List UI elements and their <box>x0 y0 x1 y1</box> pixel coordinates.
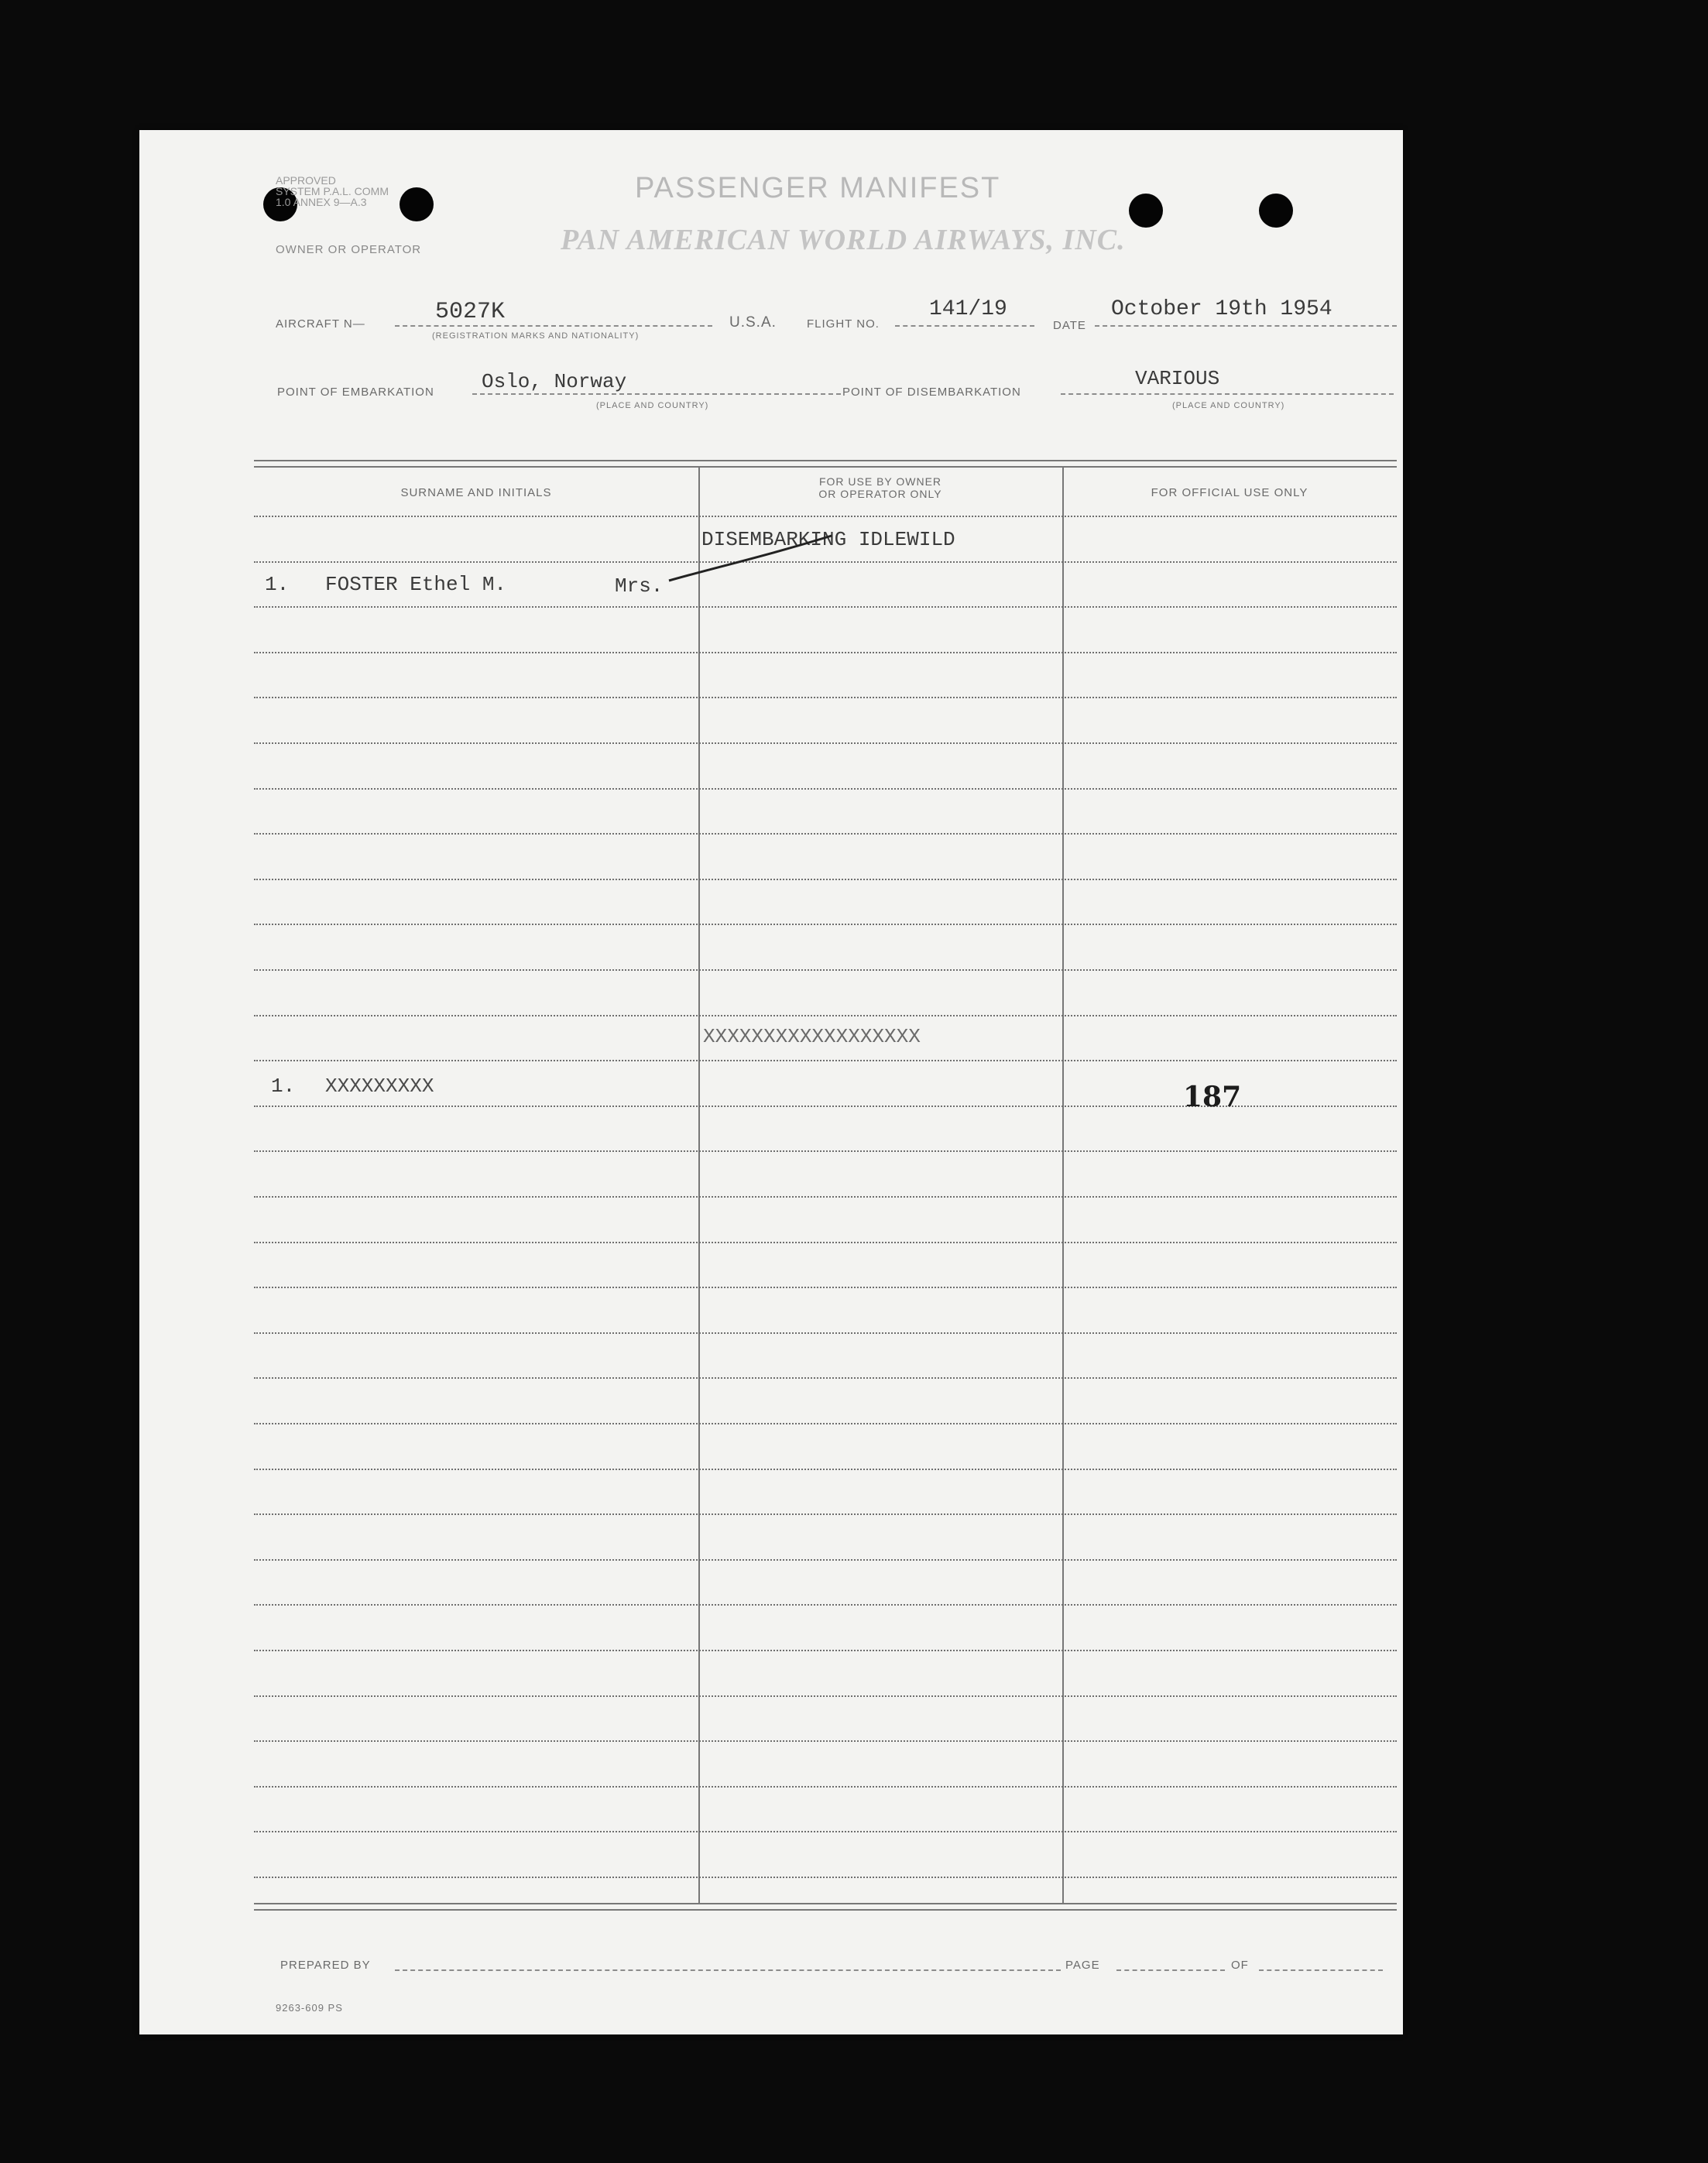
ruled-line <box>254 1015 1397 1016</box>
ruled-line <box>254 924 1397 925</box>
ruled-line <box>254 1650 1397 1651</box>
ruled-line <box>254 652 1397 653</box>
page-label: PAGE <box>1065 1959 1100 1972</box>
ruled-line <box>254 516 1397 517</box>
ruled-line <box>254 1150 1397 1152</box>
ruled-line <box>254 1060 1397 1061</box>
embarkation-label: POINT OF EMBARKATION <box>277 386 434 399</box>
passenger-number: 1. <box>265 573 290 596</box>
ruled-line <box>254 1196 1397 1198</box>
struck-note: XXXXXXXXXXXXXXXXXX <box>703 1025 921 1048</box>
ruled-line <box>254 969 1397 971</box>
ruled-line <box>254 1242 1397 1243</box>
ruled-line <box>254 1513 1397 1515</box>
ruled-line <box>254 1695 1397 1697</box>
passenger-name: FOSTER Ethel M. <box>325 573 507 596</box>
ruled-line <box>254 1377 1397 1379</box>
second-entry-number: 1. <box>271 1075 296 1098</box>
flight-label: FLIGHT NO. <box>807 317 880 331</box>
column-header-official: FOR OFFICIAL USE ONLY <box>1151 486 1308 499</box>
ruled-line <box>254 1332 1397 1334</box>
prepared-by-label: PREPARED BY <box>280 1959 371 1972</box>
ruled-line <box>254 1559 1397 1561</box>
second-entry-name: XXXXXXXXX <box>325 1075 434 1098</box>
punch-hole-icon <box>400 187 434 221</box>
ruled-line <box>254 879 1397 880</box>
approval-note: APPROVED SYSTEM P.A.L. COMM 1.0 ANNEX 9—A.3 <box>276 174 389 208</box>
passenger-title: Mrs. <box>615 574 664 598</box>
stamp-number: 187 <box>1183 1081 1242 1113</box>
column-header-surname: SURNAME AND INITIALS <box>400 486 552 499</box>
form-title: PASSENGER MANIFEST <box>635 172 1001 204</box>
ruled-line <box>254 1423 1397 1424</box>
operator-name: PAN AMERICAN WORLD AIRWAYS, INC. <box>561 224 1126 256</box>
ruled-line <box>254 788 1397 790</box>
of-label: OF <box>1231 1959 1249 1972</box>
punch-hole-icon <box>1259 194 1293 228</box>
ruled-line <box>254 697 1397 698</box>
country-label: U.S.A. <box>729 314 777 331</box>
ruled-line <box>254 1740 1397 1742</box>
manifest-sheet <box>139 130 1403 2034</box>
form-number: 9263-609 PS <box>276 2002 343 2014</box>
disembarkation-place: VARIOUS <box>1135 367 1220 390</box>
disembark-note: DISEMBARKING IDLEWILD <box>701 528 955 551</box>
ruled-line <box>254 1877 1397 1878</box>
ruled-line <box>254 742 1397 744</box>
aircraft-registration: 5027K <box>435 299 506 325</box>
owner-label: OWNER OR OPERATOR <box>276 243 422 256</box>
disembark-caption: (PLACE AND COUNTRY) <box>1172 401 1285 410</box>
aircraft-label: AIRCRAFT N— <box>276 317 365 331</box>
date-label: DATE <box>1053 319 1086 332</box>
embark-caption: (PLACE AND COUNTRY) <box>596 401 709 410</box>
ruled-line <box>254 1469 1397 1470</box>
flight-date: October 19th 1954 <box>1111 297 1332 321</box>
ruled-line <box>254 606 1397 608</box>
ruled-line <box>254 833 1397 835</box>
embarkation-place: Oslo, Norway <box>482 370 627 393</box>
ruled-line <box>254 1604 1397 1606</box>
punch-hole-icon <box>1129 194 1163 228</box>
pen-stroke-icon <box>666 533 836 587</box>
registration-caption: (REGISTRATION MARKS AND NATIONALITY) <box>432 331 640 341</box>
ruled-line <box>254 1786 1397 1788</box>
flight-number: 141/19 <box>929 297 1007 321</box>
ruled-line <box>254 1831 1397 1832</box>
ruled-line <box>254 1287 1397 1288</box>
disembarkation-label: POINT OF DISEMBARKATION <box>842 386 1021 399</box>
column-header-operator: FOR USE BY OWNER OR OPERATOR ONLY <box>818 475 942 500</box>
